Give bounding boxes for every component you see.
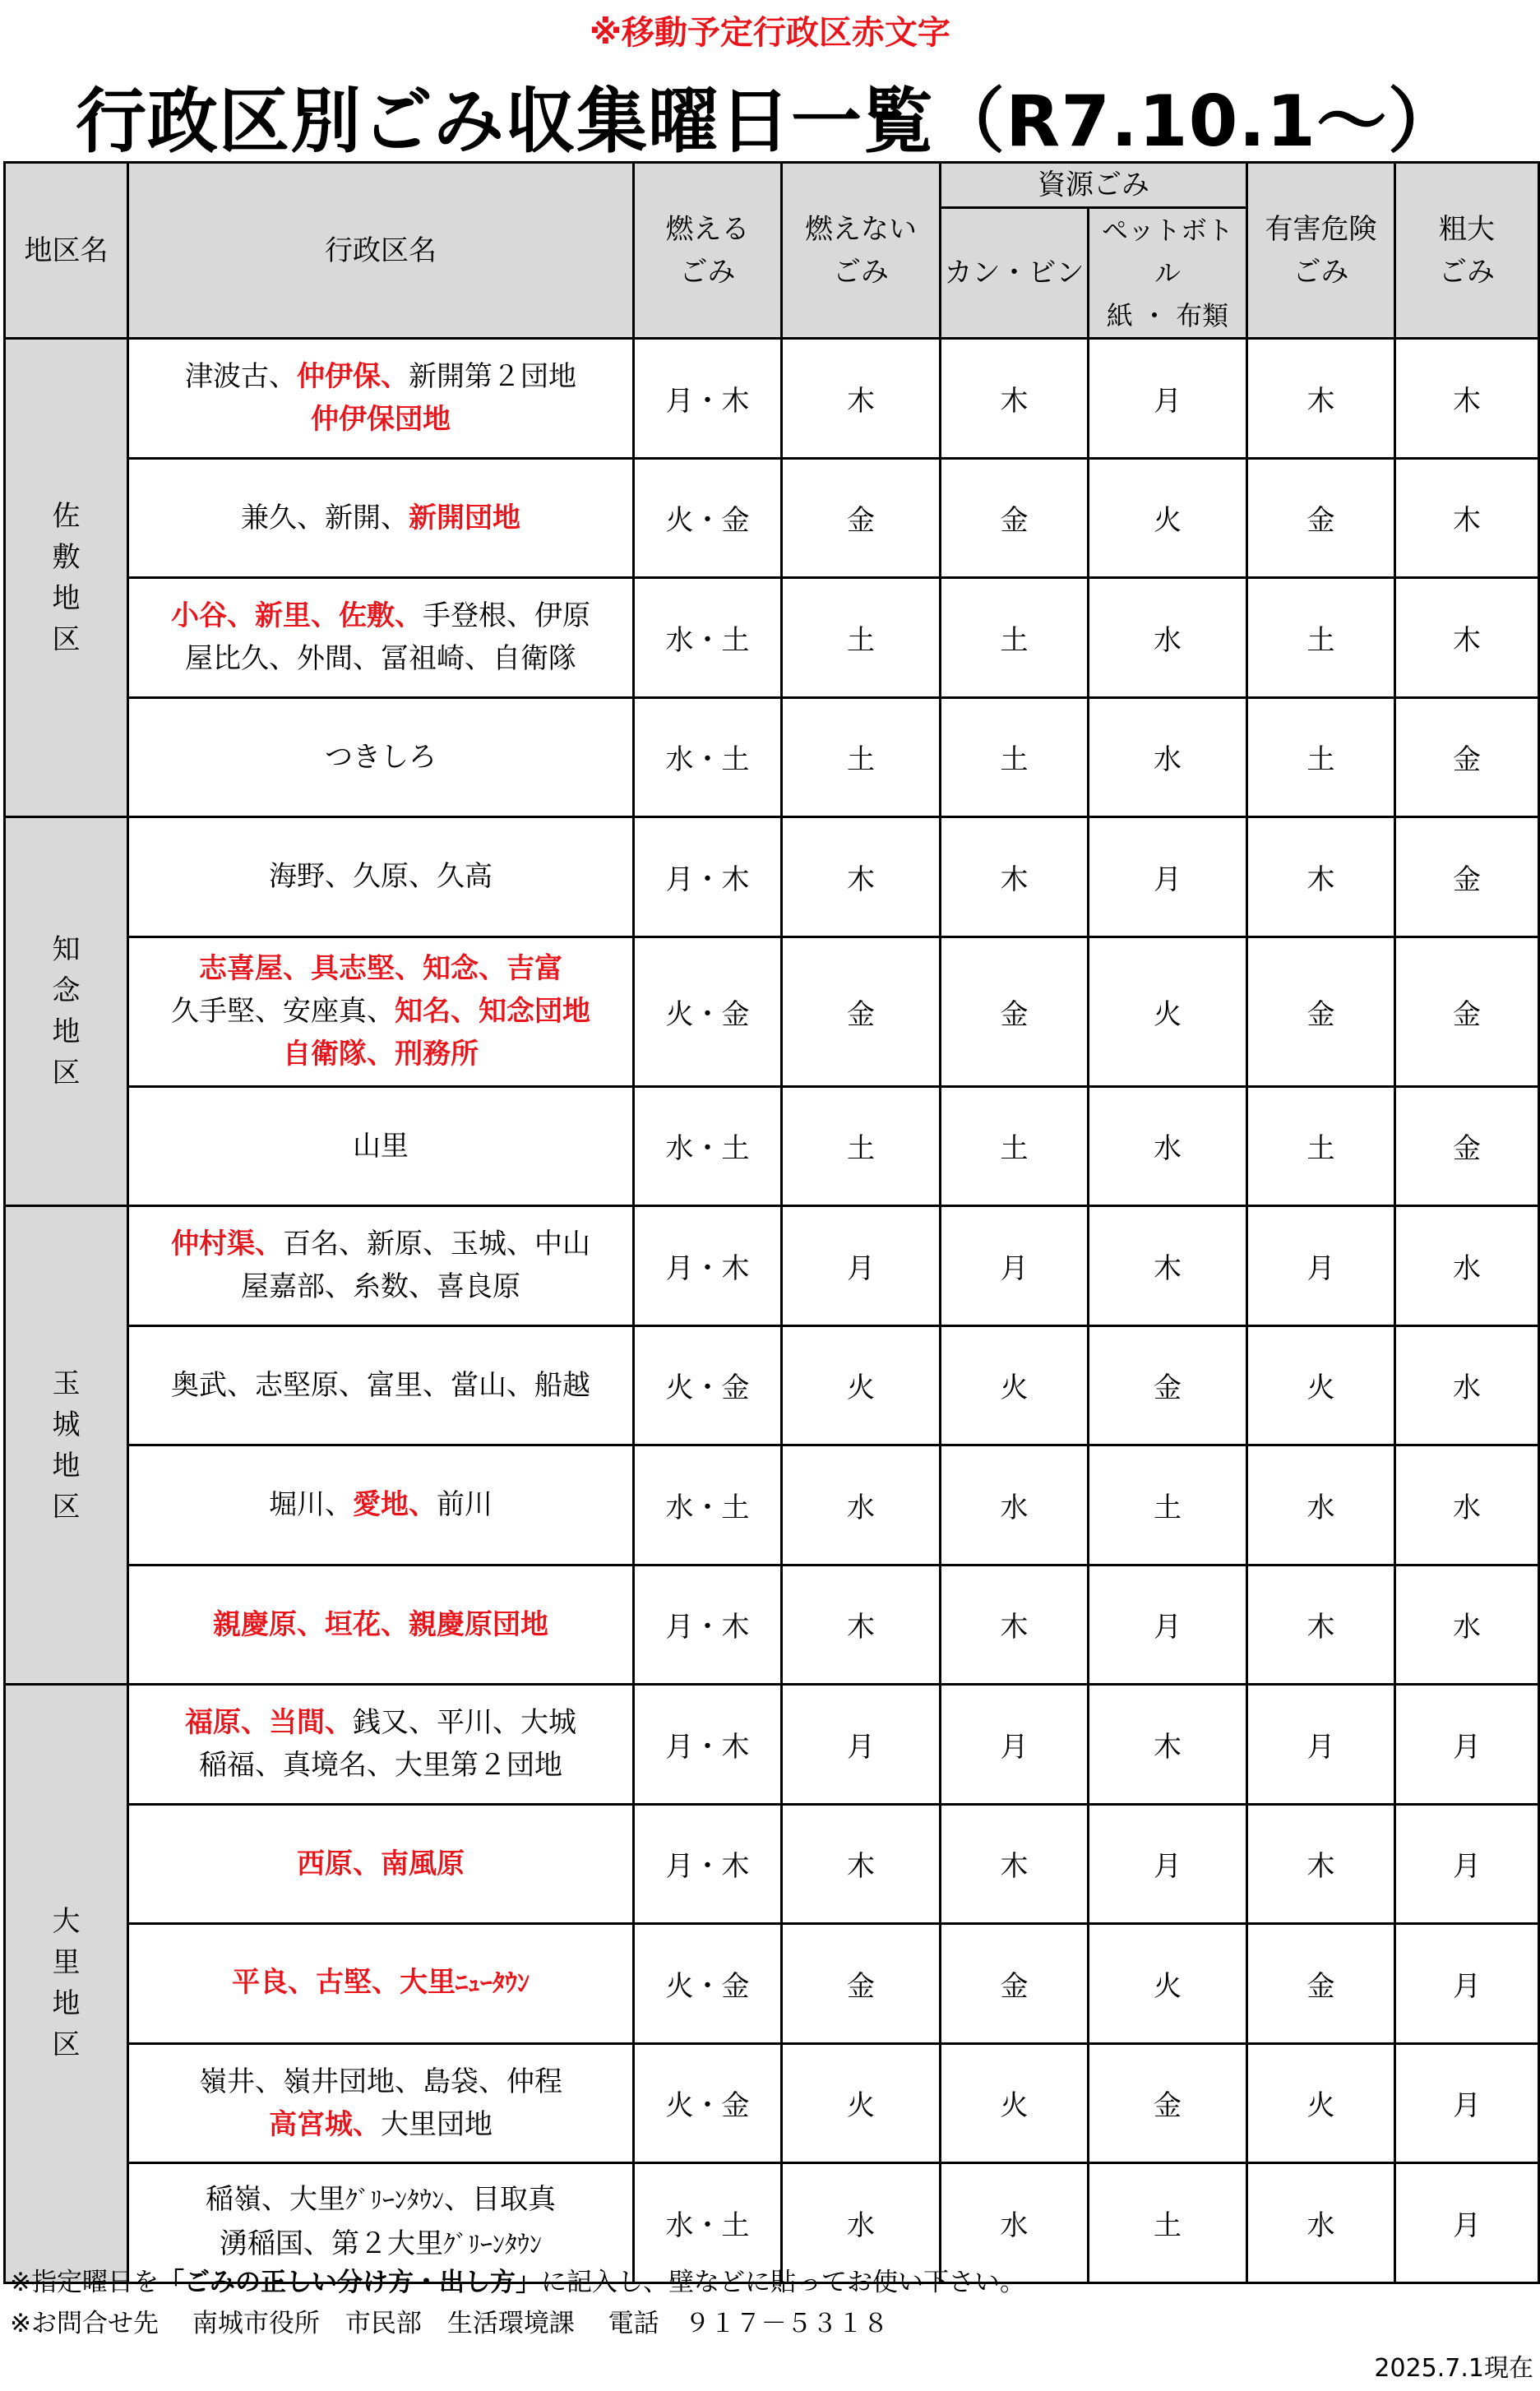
day-cans: 火 (941, 2043, 1089, 2163)
ward-moving: 仲伊保、 (297, 360, 409, 394)
day-bulky: 金 (1395, 817, 1539, 937)
ward-names (128, 1325, 634, 1445)
day-cans: 土 (941, 697, 1089, 817)
ward-names (128, 2043, 634, 2163)
ward-moving: 小谷、新里、佐敷、 (171, 599, 423, 633)
day-nonburnable: 月 (782, 1685, 941, 1805)
header-cans: カン・ビン (941, 208, 1089, 339)
ward-moving: 福原、当間、 (185, 1706, 353, 1740)
ward-name: 銭又、平川、大城 (353, 1706, 576, 1740)
day-burnable: 水・土 (634, 1445, 782, 1565)
day-nonburnable: 木 (782, 1804, 941, 1924)
table-row (5, 1924, 1539, 2044)
day-hazard: 月 (1247, 1685, 1395, 1805)
ward-name: 百名、新原、玉城、中山 (283, 1228, 590, 1261)
day-burnable: 火・金 (634, 937, 782, 1086)
ward-names (128, 1206, 634, 1326)
day-pet: 土 (1089, 2163, 1247, 2283)
day-burnable: 火・金 (634, 2043, 782, 2163)
table-row (5, 1685, 1539, 1805)
ward-line (129, 1223, 632, 1265)
day-burnable: 月・木 (634, 1565, 782, 1685)
day-bulky: 月 (1395, 1924, 1539, 2044)
table-row (5, 339, 1539, 459)
collection-schedule-table (3, 161, 1540, 2284)
table-row (5, 1445, 1539, 1565)
ward-moving: 親慶原、垣花、親慶原団地 (213, 1607, 548, 1641)
day-bulky: 月 (1395, 1804, 1539, 1924)
ward-line (129, 355, 632, 398)
ward-line (129, 2103, 632, 2146)
day-nonburnable: 金 (782, 937, 941, 1086)
ward-name: 久手堅、安座真、 (171, 995, 395, 1028)
day-pet: 木 (1089, 1206, 1247, 1326)
ward-name: 、目取真 (444, 2183, 556, 2217)
day-nonburnable: 金 (782, 1924, 941, 2044)
district-label: 大里地区 (52, 1905, 81, 2062)
ward-name: 屋比久、外間、冨祖崎、自衛隊 (185, 642, 576, 676)
ward-line (129, 736, 632, 779)
ward-line (129, 2178, 632, 2222)
header-district: 地区名 (5, 163, 128, 339)
header-hazard: 有害危険 ごみ (1247, 163, 1395, 339)
day-burnable: 火・金 (634, 1924, 782, 2044)
ward-line (129, 1033, 632, 1075)
ward-moving: 高宮城、 (269, 2107, 381, 2141)
ward-line (129, 497, 632, 539)
day-pet: 月 (1089, 1804, 1247, 1924)
day-cans: 金 (941, 458, 1089, 578)
ward-moving: ﾆｭｰﾀｳﾝ (456, 1969, 530, 1999)
ward-name: 稲福、真境名、大里第２団地 (199, 1749, 562, 1783)
ward-name: 湧稲国、第２大里 (220, 2227, 443, 2261)
ward-line (129, 2222, 632, 2267)
ward-name: 堀川、 (269, 1488, 353, 1522)
day-burnable: 水・土 (634, 697, 782, 817)
day-burnable: 水・土 (634, 578, 782, 698)
header-pet: ペットボトル 紙 ・ 布類 (1089, 208, 1247, 339)
day-burnable: 月・木 (634, 1206, 782, 1326)
ward-moving: 西原、南風原 (297, 1847, 465, 1880)
ward-name: 新開第２団地 (409, 360, 576, 394)
table-row (5, 1206, 1539, 1326)
day-nonburnable: 火 (782, 1325, 941, 1445)
day-hazard: 金 (1247, 937, 1395, 1086)
day-bulky: 金 (1395, 1086, 1539, 1206)
day-pet: 火 (1089, 458, 1247, 578)
ward-line (129, 1483, 632, 1526)
ward-moving: 志喜屋、具志堅、知念、吉富 (199, 952, 562, 985)
day-bulky: 水 (1395, 1325, 1539, 1445)
schedule-body (5, 339, 1539, 2283)
day-burnable: 水・土 (634, 1086, 782, 1206)
day-bulky: 木 (1395, 578, 1539, 698)
ward-names (128, 1445, 634, 1565)
day-cans: 木 (941, 817, 1089, 937)
day-cans: 月 (941, 1206, 1089, 1326)
day-pet: 月 (1089, 1565, 1247, 1685)
day-pet: 月 (1089, 817, 1247, 937)
day-nonburnable: 土 (782, 697, 941, 817)
ward-line (129, 1843, 632, 1885)
day-nonburnable: 水 (782, 2163, 941, 2283)
ward-names (128, 1086, 634, 1206)
day-nonburnable: 金 (782, 458, 941, 578)
day-burnable: 月・木 (634, 1685, 782, 1805)
day-hazard: 火 (1247, 2043, 1395, 2163)
ward-moving: 仲伊保団地 (311, 403, 451, 437)
day-nonburnable: 水 (782, 1445, 941, 1565)
ward-name: 兼久、新開、 (241, 501, 409, 534)
district-label: 佐敷地区 (52, 499, 81, 656)
day-cans: 土 (941, 1086, 1089, 1206)
table-row (5, 817, 1539, 937)
district-name (5, 817, 128, 1206)
ward-names (128, 1804, 634, 1924)
day-cans: 月 (941, 1685, 1089, 1805)
day-pet: 土 (1089, 1445, 1247, 1565)
table-row (5, 1804, 1539, 1924)
day-nonburnable: 火 (782, 2043, 941, 2163)
ward-names (128, 1924, 634, 2044)
ward-line (129, 2060, 632, 2103)
day-bulky: 月 (1395, 1685, 1539, 1805)
table-row (5, 1086, 1539, 1206)
day-burnable: 水・土 (634, 2163, 782, 2283)
day-nonburnable: 木 (782, 1565, 941, 1685)
ward-names (128, 458, 634, 578)
day-nonburnable: 木 (782, 339, 941, 459)
day-pet: 月 (1089, 339, 1247, 459)
day-cans: 木 (941, 1565, 1089, 1685)
ward-names (128, 578, 634, 698)
day-pet: 金 (1089, 2043, 1247, 2163)
ward-name: 稲嶺、大里 (206, 2183, 345, 2217)
day-hazard: 土 (1247, 697, 1395, 817)
day-burnable: 火・金 (634, 1325, 782, 1445)
day-hazard: 水 (1247, 1445, 1395, 1565)
ward-line (129, 1265, 632, 1308)
ward-moving: 平良、古堅、大里 (232, 1966, 456, 2000)
ward-name: ｸﾞﾘｰﾝﾀｳﾝ (443, 2231, 542, 2260)
ward-line (129, 1603, 632, 1646)
day-burnable: 月・木 (634, 1804, 782, 1924)
day-bulky: 水 (1395, 1565, 1539, 1685)
district-name (5, 1685, 128, 2283)
ward-line (129, 1961, 632, 2005)
day-bulky: 木 (1395, 339, 1539, 459)
day-bulky: 金 (1395, 937, 1539, 1086)
day-pet: 水 (1089, 1086, 1247, 1206)
ward-names (128, 697, 634, 817)
header-bulky: 粗大 ごみ (1395, 163, 1539, 339)
ward-name: 山里 (353, 1129, 409, 1163)
day-hazard: 土 (1247, 578, 1395, 698)
ward-name: 海野、久原、久高 (269, 860, 493, 894)
day-hazard: 金 (1247, 1924, 1395, 2044)
as-of-date: 2025.7.1現在 (1374, 2354, 1533, 2383)
ward-name: つきしろ (325, 740, 437, 774)
table-row (5, 697, 1539, 817)
day-burnable: 月・木 (634, 817, 782, 937)
ward-moving: 知名、知念団地 (395, 995, 590, 1028)
day-bulky: 水 (1395, 1445, 1539, 1565)
ward-line (129, 1125, 632, 1168)
district-name (5, 1206, 128, 1685)
table-row (5, 458, 1539, 578)
table-row (5, 937, 1539, 1086)
day-cans: 火 (941, 1325, 1089, 1445)
day-pet: 木 (1089, 1685, 1247, 1805)
ward-names (128, 1685, 634, 1805)
ward-line (129, 1364, 632, 1407)
day-hazard: 月 (1247, 1206, 1395, 1326)
table-row (5, 1325, 1539, 1445)
day-hazard: 木 (1247, 1804, 1395, 1924)
ward-line (129, 1744, 632, 1787)
footer-instruction: ※指定曜日を「ごみの正しい分け方・出し方」に記入し、壁などに貼ってお使い下さい。 (10, 2268, 1025, 2297)
ward-line (129, 990, 632, 1033)
district-label: 知念地区 (52, 933, 81, 1089)
ward-names (128, 937, 634, 1086)
day-pet: 水 (1089, 697, 1247, 817)
district-label: 玉城地区 (52, 1367, 81, 1524)
day-bulky: 月 (1395, 2163, 1539, 2283)
day-pet: 金 (1089, 1325, 1247, 1445)
day-cans: 水 (941, 1445, 1089, 1565)
ward-name: 手登根、伊原 (423, 599, 590, 633)
day-hazard: 木 (1247, 339, 1395, 459)
table-row (5, 578, 1539, 698)
district-name (5, 339, 128, 817)
ward-line (129, 637, 632, 680)
day-cans: 木 (941, 339, 1089, 459)
ward-moving: 新開団地 (409, 501, 520, 534)
ward-line (129, 398, 632, 441)
header-ward: 行政区名 (128, 163, 634, 339)
table-row (5, 1565, 1539, 1685)
footer-contact: ※お問合せ先 南城市役所 市民部 生活環境課 電話 ９１７－５３１８ (10, 2309, 889, 2338)
day-nonburnable: 土 (782, 578, 941, 698)
ward-line (129, 855, 632, 898)
day-hazard: 火 (1247, 1325, 1395, 1445)
ward-name: ｸﾞﾘｰﾝﾀｳﾝ (345, 2186, 444, 2216)
ward-moving: 愛地、 (353, 1488, 437, 1522)
day-burnable: 火・金 (634, 458, 782, 578)
day-hazard: 金 (1247, 458, 1395, 578)
page-title: 行政区別ごみ収集曜日一覧（R7.10.1～） (76, 81, 1459, 163)
ward-name: 奥武、志堅原、富里、當山、船越 (171, 1368, 590, 1402)
ward-name: 屋嘉部、糸数、喜良原 (241, 1270, 520, 1304)
day-hazard: 木 (1247, 1565, 1395, 1685)
day-nonburnable: 月 (782, 1206, 941, 1326)
header-nonburnable: 燃えない ごみ (782, 163, 941, 339)
day-pet: 火 (1089, 1924, 1247, 2044)
moving-ward-note: ※移動予定行政区赤文字 (590, 14, 950, 52)
day-bulky: 金 (1395, 697, 1539, 817)
day-nonburnable: 土 (782, 1086, 941, 1206)
day-bulky: 月 (1395, 2043, 1539, 2163)
day-bulky: 水 (1395, 1206, 1539, 1326)
day-hazard: 水 (1247, 2163, 1395, 2283)
day-pet: 火 (1089, 937, 1247, 1086)
ward-line (129, 1701, 632, 1744)
header-burnable: 燃える ごみ (634, 163, 782, 339)
ward-name: 前川 (437, 1488, 493, 1522)
day-cans: 木 (941, 1804, 1089, 1924)
day-cans: 金 (941, 937, 1089, 1086)
day-pet: 水 (1089, 578, 1247, 698)
ward-line (129, 594, 632, 637)
day-cans: 金 (941, 1924, 1089, 2044)
day-burnable: 月・木 (634, 339, 782, 459)
ward-moving: 仲村渠、 (171, 1228, 283, 1261)
table-row (5, 2043, 1539, 2163)
header-resource: 資源ごみ (941, 163, 1247, 208)
ward-names (128, 1565, 634, 1685)
day-hazard: 土 (1247, 1086, 1395, 1206)
ward-line (129, 947, 632, 990)
ward-names (128, 339, 634, 459)
day-nonburnable: 木 (782, 817, 941, 937)
day-hazard: 木 (1247, 817, 1395, 937)
day-cans: 水 (941, 2163, 1089, 2283)
day-bulky: 木 (1395, 458, 1539, 578)
day-cans: 土 (941, 578, 1089, 698)
ward-name: 津波古、 (185, 360, 297, 394)
ward-names (128, 817, 634, 937)
ward-name: 大里団地 (381, 2107, 493, 2141)
ward-moving: 自衛隊、刑務所 (283, 1038, 479, 1071)
ward-name: 嶺井、嶺井団地、島袋、仲程 (199, 2065, 562, 2098)
